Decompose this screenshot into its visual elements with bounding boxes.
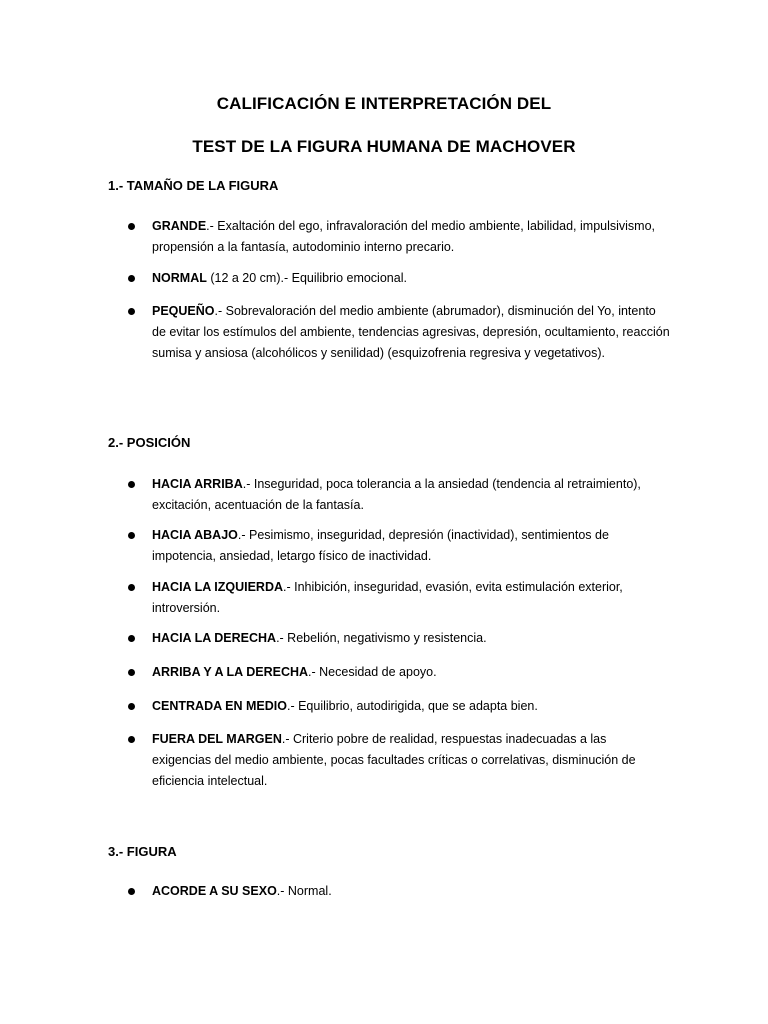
item-text: .- Normal. bbox=[276, 884, 332, 898]
list-item-hacia-la-derecha bbox=[152, 628, 692, 649]
item-term: GRANDE bbox=[152, 219, 207, 233]
item-term: PEQUEÑO bbox=[152, 304, 215, 318]
list-item-acorde-a-su-sexo bbox=[152, 881, 692, 902]
bullet-icon bbox=[128, 669, 135, 676]
bullet-icon bbox=[128, 308, 135, 315]
list-item-arriba-y-a-la-derecha bbox=[152, 662, 692, 683]
item-text: .- Sobrevaloración del medio ambiente (abrumador), disminución del Yo, intento de evitar los estímulos del ambiente, tendencias agresivas, depresión, ocultamiento, reacción sumisa y ansiosa (alcohólicos y senilidad) (esquizofrenia regresiva y vegetativos). bbox=[152, 304, 670, 360]
item-term: ARRIBA Y A LA DERECHA bbox=[152, 665, 309, 679]
item-text: .- Criterio pobre de realidad, respuestas inadecuadas a las exigencias del medio ambiente, pocas facultades críticas o correlativas, disminución de eficiencia intelectual. bbox=[152, 732, 636, 788]
item-text: .- Equilibrio, autodirigida, que se adapta bien. bbox=[286, 699, 538, 713]
list-item-hacia-abajo bbox=[152, 525, 622, 567]
bullet-icon bbox=[128, 703, 135, 710]
bullet-icon bbox=[128, 635, 135, 642]
document-title-line-1: CALIFICACIÓN E INTERPRETACIÓN DEL bbox=[216, 94, 552, 113]
bullet-icon bbox=[128, 275, 135, 282]
list-item-fuera-del-margen bbox=[152, 729, 667, 792]
section-heading-figure: 3.- FIGURA bbox=[108, 844, 177, 859]
item-term: HACIA LA IZQUIERDA bbox=[152, 580, 284, 594]
item-term: HACIA ARRIBA bbox=[152, 477, 243, 491]
list-item-centrada-en-medio bbox=[152, 696, 692, 717]
bullet-icon bbox=[128, 736, 135, 743]
item-term: HACIA ABAJO bbox=[152, 528, 238, 542]
item-text: .- Inseguridad, poca tolerancia a la ansiedad (tendencia al retraimiento), excitación, acentuación de la fantasía. bbox=[152, 477, 641, 512]
bullet-icon bbox=[128, 223, 135, 230]
document-title-line-2: TEST DE LA FIGURA HUMANA DE MACHOVER bbox=[192, 137, 576, 156]
item-term: FUERA DEL MARGEN bbox=[152, 732, 282, 746]
item-text: .- Exaltación del ego, infravaloración del medio ambiente, labilidad, impulsivismo, propensión a la fantasía, autodominio interno precario. bbox=[152, 219, 656, 254]
bullet-icon bbox=[128, 532, 135, 539]
item-text: .- Necesidad de apoyo. bbox=[308, 665, 437, 679]
list-item-pequeno bbox=[152, 301, 672, 364]
item-term: ACORDE A SU SEXO bbox=[152, 884, 277, 898]
item-term: CENTRADA EN MEDIO bbox=[152, 699, 287, 713]
section-heading-position: 2.- POSICIÓN bbox=[108, 435, 191, 450]
list-item-hacia-la-izquierda bbox=[152, 577, 632, 619]
bullet-icon bbox=[128, 481, 135, 488]
item-term: NORMAL bbox=[152, 271, 207, 285]
item-text: (12 a 20 cm).- Equilibrio emocional. bbox=[206, 271, 407, 285]
bullet-icon bbox=[128, 584, 135, 591]
list-item-normal bbox=[152, 268, 692, 289]
item-text: .- Rebelión, negativismo y resistencia. bbox=[276, 631, 487, 645]
item-term: HACIA LA DERECHA bbox=[152, 631, 277, 645]
list-item-grande bbox=[152, 216, 672, 258]
item-text: .- Pesimismo, inseguridad, depresión (inactividad), sentimientos de impotencia, ansiedad, letargo físico de inactividad. bbox=[152, 528, 609, 563]
list-item-hacia-arriba bbox=[152, 474, 652, 516]
item-text: .- Inhibición, inseguridad, evasión, evita estimulación exterior, introversión. bbox=[152, 580, 623, 615]
section-heading-size: 1.- TAMAÑO DE LA FIGURA bbox=[108, 178, 279, 193]
bullet-icon bbox=[128, 888, 135, 895]
